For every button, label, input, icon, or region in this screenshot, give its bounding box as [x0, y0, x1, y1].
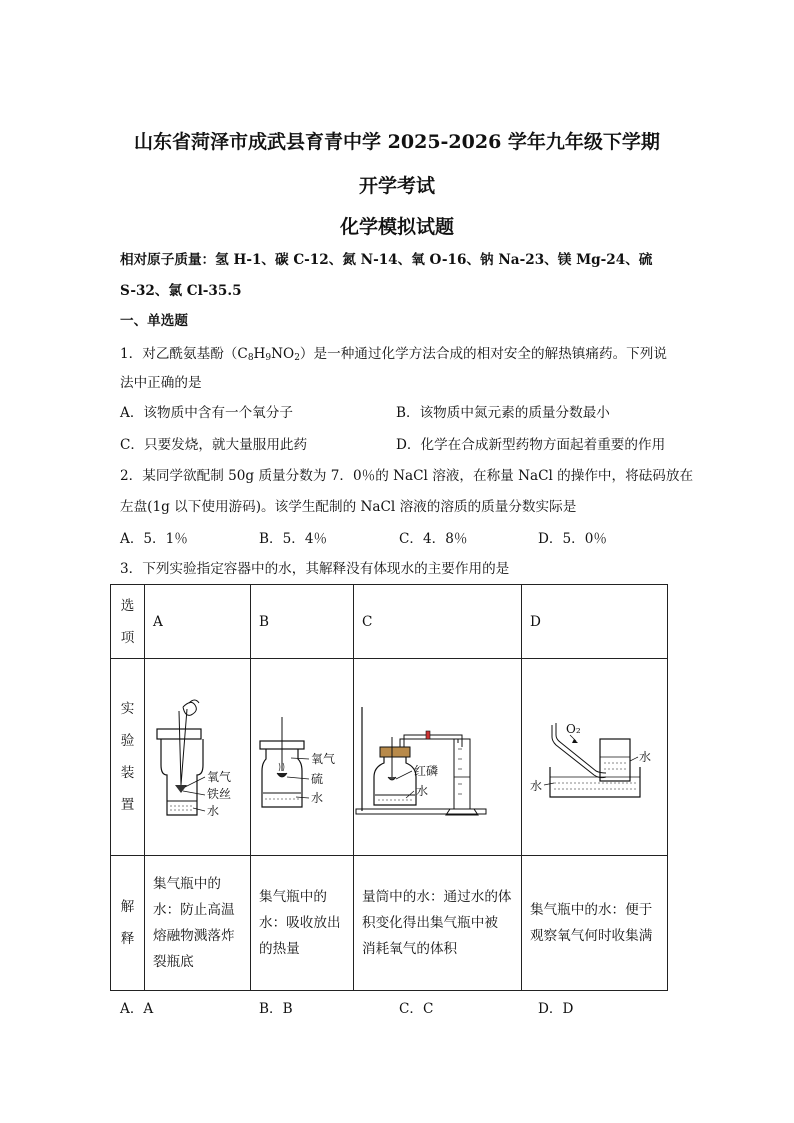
q2-stem-line1: 2．某同学欲配制 50g 质量分数为 7．0％的 NaCl 溶液，在称量 NaCl 的操作中，将砝码放在: [120, 468, 694, 484]
sulfur-apparatus-figure: [251, 659, 353, 855]
q2-option-b[interactable]: B．5．4％: [259, 531, 328, 547]
q1-option-d[interactable]: D．化学在合成新型药物方面起着重要的作用: [396, 437, 666, 453]
row-head-apparatus: 实 验 装 置: [111, 659, 145, 856]
q2-stem-line2: 左盘(1g 以下使用游码)。该学生配制的 NaCl 溶液的溶质的质量分数实际是: [120, 499, 577, 515]
fig-b-label-sulfur: 硫: [311, 772, 324, 786]
q1-option-a[interactable]: A．该物质中含有一个氧分子: [120, 405, 293, 421]
q3-option-b[interactable]: B．B: [259, 1001, 293, 1017]
fig-d-label-o2: O₂: [566, 722, 581, 736]
q3-option-a[interactable]: A．A: [120, 1001, 154, 1017]
fig-a-label-water: 水: [207, 804, 220, 818]
col-head-d: D: [522, 585, 668, 659]
q3-row-apparatus: [111, 659, 668, 856]
fig-a-label-wire: 铁丝: [207, 787, 232, 801]
exam-title-line2: 开学考试: [358, 175, 435, 197]
fig-b-label-water: 水: [311, 791, 324, 805]
q3-option-d[interactable]: D．D: [538, 1001, 574, 1017]
exam-subtitle: 化学模拟试题: [339, 216, 454, 238]
q1-option-b[interactable]: B．该物质中氮元素的质量分数最小: [396, 405, 610, 421]
apparatus-a-cell: [145, 659, 251, 856]
fig-a-label-oxygen: 氧气: [207, 770, 232, 784]
phosphorus-apparatus-figure: [354, 659, 521, 855]
q1-stem-line2: 法中正确的是: [120, 375, 202, 391]
water-collection-figure: [522, 659, 667, 855]
apparatus-b-cell: [251, 659, 354, 856]
atomic-mass-line1: 相对原子质量：氢 H-1、碳 C-12、氮 N-14、氧 O-16、钠 Na-23、镁 Mg-24、硫: [120, 252, 653, 268]
explain-b: 集气瓶中的 水：吸收放出 的热量: [251, 856, 354, 991]
row-head-options: 选 项: [111, 585, 145, 659]
q3-row-options: [111, 585, 668, 659]
q2-option-d[interactable]: D．5．0％: [538, 531, 607, 547]
q3-option-c[interactable]: C．C: [399, 1001, 434, 1017]
apparatus-d-cell: [522, 659, 668, 856]
q2-option-c[interactable]: C．4．8％: [399, 531, 468, 547]
fig-d-label-water-trough: 水: [530, 779, 543, 793]
section-title: 一、单选题: [120, 313, 188, 329]
exam-title-line1: 山东省菏泽市成武县育青中学 2025-2026 学年九年级下学期: [134, 131, 660, 153]
q3-stem: 3．下列实验指定容器中的水，其解释没有体现水的主要作用的是: [120, 561, 510, 577]
col-head-c: C: [354, 585, 522, 659]
apparatus-c-cell: [354, 659, 522, 856]
q3-table: [110, 584, 668, 991]
q1-option-c[interactable]: C．只要发烧，就大量服用此药: [120, 437, 308, 453]
explain-a: 集气瓶中的 水：防止高温 熔融物溅落炸 裂瓶底: [145, 856, 251, 991]
fig-d-label-water-bottle: 水: [639, 750, 652, 764]
q1-stem: 1．对乙酰氨基酚$(C_8H_9NO_2)$是一种通过化学方法合成的相对安全的解热镇痛药。下列说: [120, 346, 667, 363]
iron-wire-apparatus-figure: [145, 659, 250, 855]
explain-d: 集气瓶中的水：便于 观察氧气何时收集满: [522, 856, 668, 991]
q2-option-a[interactable]: A．5．1％: [120, 531, 188, 547]
q3-row-explanation: [111, 856, 668, 991]
row-head-explanation: 解 释: [111, 856, 145, 991]
explain-c: 量筒中的水：通过水的体 积变化得出集气瓶中被 消耗氧气的体积: [354, 856, 522, 991]
fig-b-label-oxygen: 氧气: [311, 752, 336, 766]
col-head-b: B: [251, 585, 354, 659]
fig-c-label-water: 水: [416, 784, 429, 798]
fig-c-label-phosphorus: 红磷: [414, 764, 439, 778]
atomic-mass-line2: S-32、氯 Cl-35.5: [120, 283, 242, 299]
col-head-a: A: [145, 585, 251, 659]
